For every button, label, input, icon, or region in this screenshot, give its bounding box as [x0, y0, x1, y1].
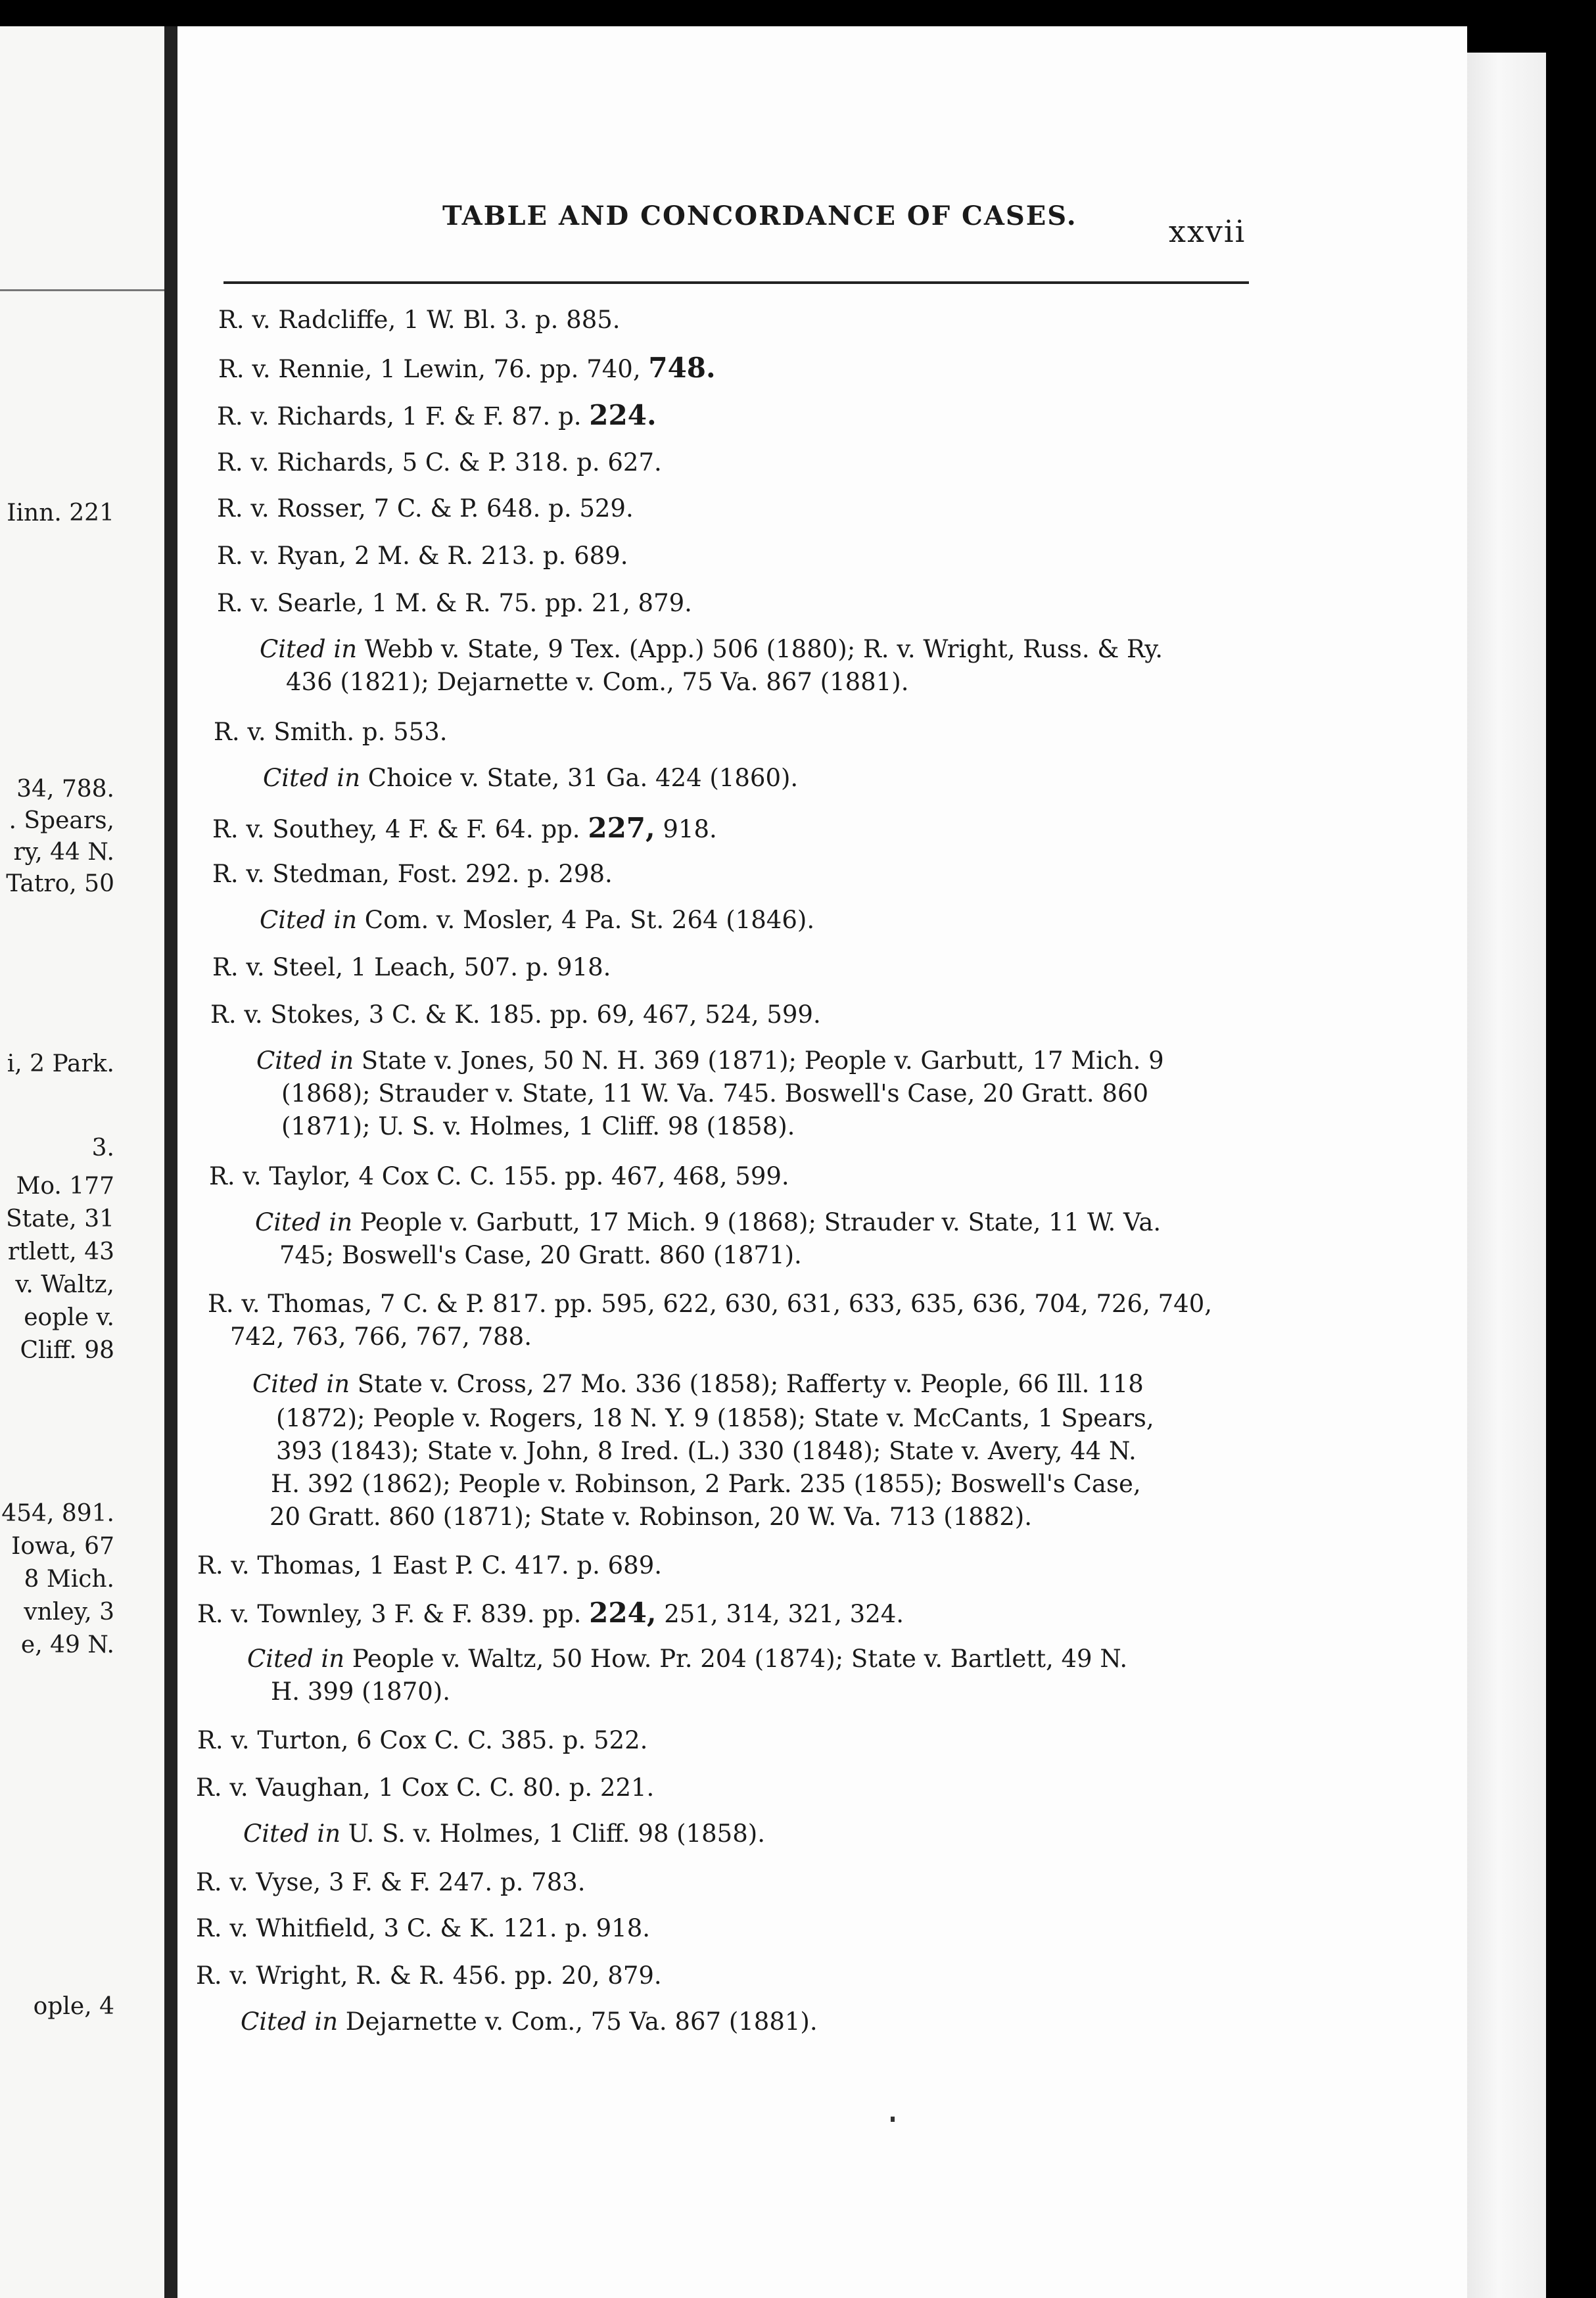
case-entry: [217, 589, 692, 618]
case-entry: [208, 1290, 1212, 1319]
running-head: TABLE AND CONCORDANCE OF CASES.: [442, 200, 1077, 231]
facing-page: [0, 26, 168, 2298]
case-entry: [276, 1404, 1154, 1433]
facing-page-fragment: 454, 891.: [1, 1500, 114, 1527]
facing-page-fragment: e, 49 N.: [20, 1631, 114, 1658]
facing-page-fragment: rtlett, 43: [7, 1238, 114, 1265]
entry-text: Com. v. Mosler, 4 Pa. St. 264 (1846).: [364, 906, 815, 934]
case-entry: [218, 354, 716, 384]
case-entry: [210, 1000, 821, 1029]
case-entry: [281, 1079, 1148, 1108]
principal-page-ref: 748.: [648, 352, 716, 384]
facing-page-rule: [0, 289, 164, 291]
entry-text: 436 (1821); Dejarnette v. Com., 75 Va. 867 (1881).: [286, 668, 909, 696]
entry-text: Choice v. State, 31 Ga. 424 (1860).: [367, 764, 799, 792]
facing-page-fragment: v. Waltz,: [15, 1271, 114, 1298]
facing-page-fragment: Mo. 177: [16, 1173, 114, 1200]
citation-line: [241, 2007, 818, 2036]
entry-text: R. v. Rosser, 7 C. & P. 648. p. 529.: [217, 494, 634, 523]
entry-text: (1868); Strauder v. State, 11 W. Va. 745. Boswell's Case, 20 Gratt. 860: [281, 1079, 1149, 1108]
case-entry: [214, 718, 448, 747]
entry-text: R. v. Vaughan, 1 Cox C. C. 80. p. 221.: [196, 1773, 655, 1802]
entry-text: R. v. Wright, R. & R. 456. pp. 20, 879.: [196, 1961, 662, 1990]
facing-page-fragment: Iowa, 67: [11, 1533, 114, 1560]
case-entry: [209, 1162, 789, 1191]
principal-page-ref: 224,: [589, 1597, 657, 1629]
citation-line: [247, 1645, 1127, 1674]
entry-text: Dejarnette v. Com., 75 Va. 867 (1881).: [345, 2007, 818, 2036]
facing-page-fragment: . Spears,: [9, 807, 114, 834]
case-entry: [286, 668, 908, 697]
entry-text: 742, 763, 766, 767, 788.: [230, 1323, 532, 1351]
citation-line: [252, 1370, 1144, 1399]
page-number: xxvii: [1169, 214, 1246, 249]
entry-text-tail: 918.: [663, 815, 717, 843]
case-entry: [197, 1551, 662, 1580]
case-entry: [212, 814, 717, 844]
facing-page-fragment: ry, 44 N.: [13, 839, 114, 866]
principal-page-ref: 224.: [589, 399, 657, 431]
ink-speck: [891, 2117, 895, 2122]
facing-page-fragment: vnley, 3: [24, 1599, 114, 1626]
facing-page-fragment: Cliff. 98: [20, 1337, 114, 1364]
cited-in-label: Cited in: [252, 1370, 350, 1398]
case-entry: [197, 1599, 904, 1629]
citation-line: [243, 1819, 765, 1848]
entry-text: (1871); U. S. v. Holmes, 1 Cliff. 98 (1858).: [281, 1112, 795, 1140]
facing-page-fragment: Tatro, 50: [6, 870, 114, 897]
entry-text: R. v. Thomas, 7 C. & P. 817. pp. 595, 622, 630, 631, 633, 635, 636, 704, 726, 740,: [208, 1290, 1213, 1318]
case-entry: [196, 1961, 662, 1990]
facing-page-fragment: 34, 788.: [16, 776, 114, 803]
entry-text: R. v. Stokes, 3 C. & K. 185. pp. 69, 467, 524, 599.: [210, 1000, 821, 1029]
cited-in-label: Cited in: [247, 1645, 345, 1673]
entry-text: 745; Boswell's Case, 20 Gratt. 860 (1871).: [279, 1241, 802, 1269]
case-entry: [217, 494, 634, 523]
entry-text: R. v. Townley, 3 F. & F. 839. pp.: [197, 1600, 582, 1628]
entry-text: R. v. Smith. p. 553.: [214, 718, 448, 746]
entry-text-tail: 251, 314, 321, 324.: [664, 1600, 904, 1628]
entry-text: R. v. Southey, 4 F. & F. 64. pp.: [212, 815, 580, 843]
entry-text: R. v. Radcliffe, 1 W. Bl. 3. p. 885.: [218, 306, 621, 334]
case-entry: [196, 1868, 586, 1897]
entry-text: (1872); People v. Rogers, 18 N. Y. 9 (1858); State v. McCants, 1 Spears,: [276, 1404, 1154, 1432]
cited-in-label: Cited in: [260, 635, 358, 663]
entry-text: Webb v. State, 9 Tex. (App.) 506 (1880); R. v. Wright, Russ. & Ry.: [364, 635, 1163, 663]
entry-text: R. v. Taylor, 4 Cox C. C. 155. pp. 467, 468, 599.: [209, 1162, 789, 1190]
cited-in-label: Cited in: [243, 1819, 341, 1848]
entry-text: R. v. Ryan, 2 M. & R. 213. p. 689.: [217, 542, 628, 570]
case-entry: [281, 1112, 795, 1141]
cited-in-label: Cited in: [256, 1046, 354, 1075]
entry-text: State v. Jones, 50 N. H. 369 (1871); People v. Garbutt, 17 Mich. 9: [361, 1046, 1164, 1075]
entry-text: H. 399 (1870).: [271, 1677, 450, 1706]
facing-page-fragment: 3.: [91, 1135, 114, 1161]
citation-line: [255, 1208, 1161, 1237]
facing-page-fragment: State, 31: [5, 1206, 114, 1232]
case-entry: [279, 1241, 802, 1270]
case-entry: [217, 448, 662, 477]
entry-text: H. 392 (1862); People v. Robinson, 2 Park. 235 (1855); Boswell's Case,: [271, 1470, 1141, 1498]
cited-in-label: Cited in: [241, 2007, 339, 2036]
case-entry: [217, 401, 657, 431]
entry-text: R. v. Thomas, 1 East P. C. 417. p. 689.: [197, 1551, 663, 1580]
case-entry: [197, 1726, 647, 1755]
entry-text: R. v. Richards, 1 F. & F. 87. p.: [217, 402, 582, 431]
entry-text: U. S. v. Holmes, 1 Cliff. 98 (1858).: [348, 1819, 765, 1848]
entry-text: People v. Garbutt, 17 Mich. 9 (1868); Strauder v. State, 11 W. Va.: [360, 1208, 1162, 1236]
page-edge: [1467, 53, 1546, 2298]
case-entry: [271, 1677, 450, 1706]
entry-text: R. v. Searle, 1 M. & R. 75. pp. 21, 879.: [217, 589, 692, 617]
entry-text: R. v. Vyse, 3 F. & F. 247. p. 783.: [196, 1868, 586, 1896]
facing-page-fragment: 8 Mich.: [24, 1566, 114, 1593]
case-entry: [196, 1914, 650, 1943]
citation-line: [263, 764, 798, 793]
case-entry: [217, 542, 628, 571]
cited-in-label: Cited in: [263, 764, 361, 792]
case-entry: [218, 306, 621, 335]
book-gutter: [164, 26, 179, 2298]
principal-page-ref: 227,: [588, 812, 655, 844]
case-entry: [270, 1503, 1032, 1532]
entry-text: R. v. Richards, 5 C. & P. 318. p. 627.: [217, 448, 662, 477]
entry-text: 20 Gratt. 860 (1871); State v. Robinson, 20 W. Va. 713 (1882).: [270, 1503, 1032, 1531]
header-rule: [223, 281, 1249, 284]
entry-text: State v. Cross, 27 Mo. 336 (1858); Rafferty v. People, 66 Ill. 118: [357, 1370, 1144, 1398]
facing-page-fragment: i, 2 Park.: [7, 1050, 114, 1077]
facing-page-fragment: ople, 4: [33, 1993, 114, 2020]
case-entry: [271, 1470, 1141, 1499]
entry-text: R. v. Whitfield, 3 C. & K. 121. p. 918.: [196, 1914, 651, 1942]
case-entry: [196, 1773, 654, 1802]
entry-text: R. v. Steel, 1 Leach, 507. p. 918.: [212, 953, 611, 981]
entry-text: R. v. Turton, 6 Cox C. C. 385. p. 522.: [197, 1726, 648, 1754]
entry-text: People v. Waltz, 50 How. Pr. 204 (1874); State v. Bartlett, 49 N.: [352, 1645, 1128, 1673]
entry-text: R. v. Stedman, Fost. 292. p. 298.: [212, 860, 613, 888]
case-entry: [276, 1437, 1137, 1466]
entry-text: R. v. Rennie, 1 Lewin, 76. pp. 740,: [218, 355, 641, 383]
case-entry: [230, 1323, 532, 1351]
citation-line: [260, 635, 1163, 664]
facing-page-fragment: eople v.: [24, 1304, 114, 1331]
entry-text: 393 (1843); State v. John, 8 Ired. (L.) 330 (1848); State v. Avery, 44 N.: [276, 1437, 1137, 1465]
citation-line: [260, 906, 814, 935]
case-entry: [212, 860, 613, 889]
case-entry: [212, 953, 611, 982]
citation-line: [256, 1046, 1164, 1075]
cited-in-label: Cited in: [255, 1208, 353, 1236]
facing-page-fragment: Iinn. 221: [7, 500, 114, 527]
cited-in-label: Cited in: [260, 906, 358, 934]
